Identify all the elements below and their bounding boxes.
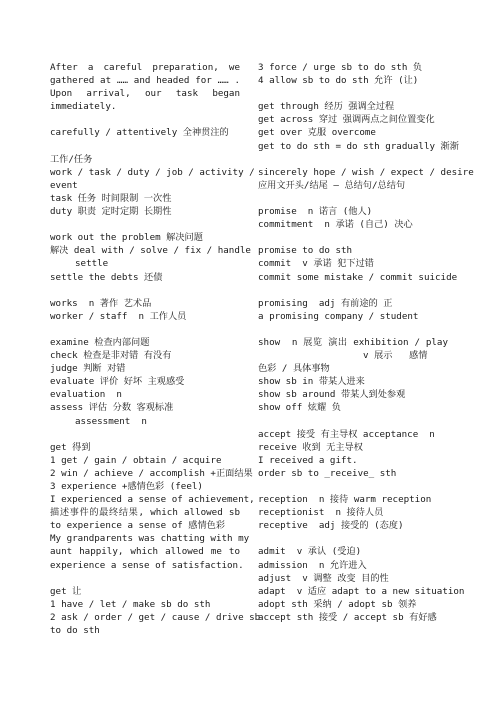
paragraph-gap xyxy=(50,113,240,126)
text-line: get 得到 xyxy=(50,441,91,453)
paragraph-gap xyxy=(258,231,448,244)
text-line: receptionist n 接待人员 xyxy=(258,507,384,519)
text-line: receive 收到 无主导权 xyxy=(258,441,363,453)
paragraph-gap xyxy=(258,532,448,545)
text-line: get 让 xyxy=(50,585,82,597)
text-line: 3 force / urge sb to do sth 负 xyxy=(258,62,423,73)
paragraph-gap xyxy=(50,218,240,231)
text-line: accept 接受 有主导权 acceptance n xyxy=(258,428,435,440)
text-line: promise n 诺言 (他人) xyxy=(258,206,373,218)
text-line: carefully / attentively 全神贯注的 xyxy=(50,127,229,139)
text-line: 工作/任务 xyxy=(50,153,93,165)
text-line: show off 炫耀 负 xyxy=(258,402,341,414)
text-line: adopt sth 采纳 / adopt sb 领养 xyxy=(258,598,417,610)
text-line: experience a sense of satisfaction. xyxy=(50,559,244,571)
text-line: 应用文开头/结尾 — 总结句/总结句 xyxy=(258,179,406,191)
text-line: examine 检查内部问题 xyxy=(50,336,150,348)
text-line: I received a gift. xyxy=(258,454,358,466)
paragraph-gap xyxy=(258,153,448,166)
paragraph-gap xyxy=(50,428,240,441)
text-line: 2 ask / order / get / cause / drive sb xyxy=(50,611,261,623)
text-line: 1 get / gain / obtain / acquire xyxy=(50,454,222,466)
paragraph-gap xyxy=(258,323,448,336)
text-line: event xyxy=(50,179,78,191)
text-line: commit some mistake / commit suicide xyxy=(258,271,458,283)
text-line: works n 著作 艺术品 xyxy=(50,297,152,309)
text-line: 1 have / let / make sb do sth xyxy=(50,598,211,610)
text-line: immediately. xyxy=(50,101,117,113)
text-line: work / task / duty / job / activity / xyxy=(50,166,255,178)
text-line: 2 win / achieve / accomplish +正面结果 xyxy=(50,467,253,479)
text-line: assess 评估 分数 客观标准 xyxy=(50,402,174,414)
text-line: v 展示 感情 xyxy=(363,350,428,362)
paragraph-gap xyxy=(258,192,448,205)
text-line: receptive adj 接受的 (态度) xyxy=(258,520,404,532)
text-line: show n 展览 演出 exhibition / play xyxy=(258,336,448,348)
text-line: get through 经历 强调全过程 xyxy=(258,101,395,113)
left-column xyxy=(50,61,261,637)
text-line: show sb around 带某人到处参观 xyxy=(258,389,406,401)
paragraph-gap xyxy=(258,87,448,100)
text-line: aunt happily, which allowed me to xyxy=(50,546,240,558)
paragraph-gap xyxy=(258,415,448,428)
text-line: admit v 承认 (受迫) xyxy=(258,546,362,558)
text-line: get over 克服 overcome xyxy=(258,127,376,139)
text-line: gathered at …… and headed for …… . xyxy=(50,75,240,87)
text-line: show sb in 带某人进来 xyxy=(258,376,365,388)
text-line: check 检查是非对错 有没有 xyxy=(50,350,172,362)
text-line: evaluation n xyxy=(50,389,122,401)
text-line: worker / staff n 工作人员 xyxy=(50,310,187,322)
text-line: Upon arrival, our task began xyxy=(50,88,240,100)
text-line: work out the problem 解决问题 xyxy=(50,232,203,244)
text-line: get across 穿过 强调两点之间位置变化 xyxy=(258,114,435,126)
paragraph-gap xyxy=(50,572,240,585)
text-line: get to do sth = do sth gradually 渐渐 xyxy=(258,140,459,152)
text-line: task 任务 时间限制 一次性 xyxy=(50,192,172,204)
text-line: adapt v 适应 adapt to a new situation xyxy=(258,585,465,597)
paragraph-gap xyxy=(50,140,240,153)
text-line: promising adj 有前途的 正 xyxy=(258,297,393,309)
text-line: 描述事件的最终结果, which allowed sb xyxy=(50,507,240,519)
text-line: 3 experience +感情色彩 (feel) xyxy=(50,481,203,492)
paragraph-gap xyxy=(258,284,448,297)
text-line: After a careful preparation, we xyxy=(50,62,240,73)
text-line: order sb to _receive_ sth xyxy=(258,467,397,479)
text-line: to experience a sense of 感情色彩 xyxy=(50,520,226,532)
text-line: promise to do sth xyxy=(258,245,353,257)
text-line: reception n 接待 warm reception xyxy=(258,494,432,506)
text-line: a promising company / student xyxy=(258,310,419,322)
text-line: admission n 允许进入 xyxy=(258,559,367,571)
text-line: commit v 承诺 犯下过错 xyxy=(258,258,374,270)
paragraph-gap xyxy=(258,480,448,493)
text-line: sincerely hope / wish / expect / desire xyxy=(258,166,474,178)
text-line: evaluate 评价 好坏 主观感受 xyxy=(50,376,185,388)
text-line: 色彩 / 具体事物 xyxy=(258,363,330,375)
text-line: settle xyxy=(75,258,109,270)
paragraph-gap xyxy=(50,284,240,297)
text-line: 4 allow sb to do sth 允许 (让) xyxy=(258,75,419,87)
text-line: assessment n xyxy=(75,415,147,427)
text-line: I experienced a sense of achievement, xyxy=(50,494,255,506)
text-line: commitment n 承诺 (自己) 决心 xyxy=(258,219,413,231)
text-line: judge 判断 对错 xyxy=(50,363,126,375)
text-line: accept sth 接受 / accept sb 有好感 xyxy=(258,611,437,623)
text-line: settle the debts 还债 xyxy=(50,271,163,283)
right-column xyxy=(258,61,474,624)
text-line: My grandparents was chatting with my xyxy=(50,533,250,545)
text-line: to do sth xyxy=(50,625,100,637)
paragraph-gap xyxy=(50,323,240,336)
text-line: 解决 deal with / solve / fix / handle xyxy=(50,245,251,257)
text-line: duty 职责 定时定期 长期性 xyxy=(50,206,172,218)
text-line: adjust v 调整 改变 目的性 xyxy=(258,572,389,584)
